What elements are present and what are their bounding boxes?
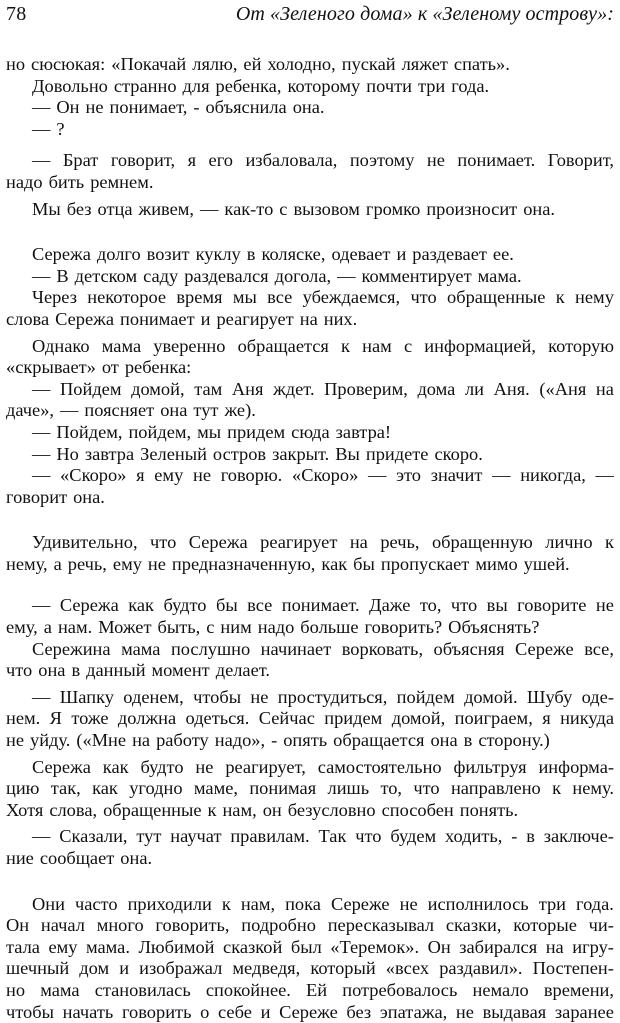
text-line: — «Скоро» я ему не говорю. «Скоро» — это значит — никогда, — <box>32 465 614 486</box>
paragraph <box>6 287 614 330</box>
text-line: — В детском саду раздевался догола, — комментирует мама. <box>32 265 522 286</box>
text-line: Он начал много говорить, подробно пересказывал сказки, которые чи- <box>6 915 614 936</box>
body-text <box>6 54 614 1023</box>
paragraph <box>6 266 614 288</box>
text-line: чтобы начать говорить о себе и Сереже без эпатажа, не выдавая заранее <box>6 1001 614 1022</box>
paragraph <box>6 422 614 444</box>
page-header <box>0 0 620 34</box>
text-line: но сюсюкая: «Покачай лялю, ей холодно, пускай ляжет спать». <box>6 54 510 74</box>
paragraph <box>6 119 614 141</box>
text-line: нему, а речь, ему не предназначенную, как бы пропускает мимо ушей. <box>6 553 570 574</box>
text-line: шечный дом и изображал медведя, который «всех раздавил». Постепен- <box>6 958 614 979</box>
text-line: — Сережа как будто бы все понимает. Даже то, что вы говорите не <box>32 595 614 616</box>
paragraph <box>6 54 614 76</box>
text-line: — Пойдем домой, там Аня ждет. Проверим, дома ли Аня. («Аня на <box>32 378 614 399</box>
running-title: От «Зеленого дома» к «Зеленому острову»: <box>235 3 614 25</box>
paragraph <box>6 532 614 575</box>
paragraph-spacer <box>6 508 614 532</box>
paragraph-spacer <box>6 575 614 595</box>
text-line: — Он не понимает, - объяснила она. <box>32 97 325 118</box>
paragraph-spacer <box>6 140 614 150</box>
paragraph <box>6 639 614 682</box>
text-line: говорит она. <box>6 486 105 507</box>
paragraph <box>6 379 614 422</box>
paragraph <box>6 687 614 752</box>
text-line: Сережа как будто не реагирует, самостоятельно фильтруя информа- <box>32 756 614 777</box>
text-line: надо бить ремнем. <box>6 171 154 192</box>
text-line: — Шапку оденем, чтобы не простудиться, пойдем домой. Шубу оде- <box>32 686 614 707</box>
paragraph <box>6 150 614 193</box>
paragraph <box>6 336 614 379</box>
paragraph <box>6 244 614 266</box>
text-line: но мама становилась спокойнее. Ей потребовалось немало времени, <box>6 979 614 1000</box>
text-line: Мы без отца живем, — как-то с вызовом громко произносит она. <box>32 198 556 219</box>
paragraph-spacer <box>6 870 614 894</box>
text-line: не уйду. («Мне на работу надо», - опять обращается она в сторону.) <box>6 730 550 751</box>
text-line: — Пойдем, пойдем, мы придем сюда завтра! <box>32 421 392 442</box>
text-line: Довольно странно для ребенка, которому почти три года. <box>32 75 490 96</box>
paragraph-spacer <box>6 220 614 244</box>
text-line: Они часто приходили к нам, пока Сереже не исполнилось три года. <box>32 893 614 914</box>
paragraph <box>6 444 614 466</box>
text-line: — Брат говорит, я его избаловала, поэтому не понимает. Говорит, <box>32 150 614 171</box>
text-line: нем. Я тоже должна одеться. Сейчас придем домой, поиграем, я никуда <box>6 708 614 729</box>
paragraph <box>6 97 614 119</box>
page-number: 78 <box>6 3 27 25</box>
text-line: Через некоторое время мы все убеждаемся, что обращенные к нему <box>32 287 614 308</box>
text-line: Хотя слова, обращенные к нам, он безусловно способен понять. <box>6 799 519 820</box>
paragraph <box>6 757 614 822</box>
text-line: даче», — поясняет она тут же). <box>6 400 256 421</box>
paragraph <box>6 199 614 221</box>
text-line: — Сказали, тут научат правилам. Так что будем ходить, - в заключе- <box>32 826 614 847</box>
text-line: ние сообщает она. <box>6 848 153 868</box>
text-line: ему, а нам. Может быть, с ним надо больше говорить? Объяснять? <box>6 617 540 638</box>
text-line: «скрывает» от ребенка: <box>6 357 192 378</box>
text-line: Удивительно, что Сережа реагирует на речь, обращенную лично к <box>32 532 614 553</box>
text-line: Однако мама уверенно обращается к нам с информацией, которую <box>32 335 614 356</box>
text-line: — ? <box>32 118 65 139</box>
paragraph <box>6 465 614 508</box>
paragraph <box>6 76 614 98</box>
text-line: цию так, как угодно маме, понимая лишь то, что направлено к нему. <box>6 778 614 799</box>
text-line: Сережина мама послушно начинает ворковать, объясняя Сереже все, <box>32 638 614 659</box>
text-line: — Но завтра Зеленый остров закрыт. Вы придете скоро. <box>32 443 483 464</box>
text-line: тала ему мама. Любимой сказкой был «Теремок». Он забирался на игру- <box>6 936 614 957</box>
paragraph <box>6 826 614 869</box>
text-line: что она в данный момент делает. <box>6 660 270 681</box>
text-line: слова Сережа понимает и реагирует на них. <box>6 308 358 329</box>
paragraph <box>6 595 614 638</box>
text-line: Сережа долго возит куклу в коляске, одевает и раздевает ее. <box>32 244 514 265</box>
paragraph <box>6 894 614 1023</box>
